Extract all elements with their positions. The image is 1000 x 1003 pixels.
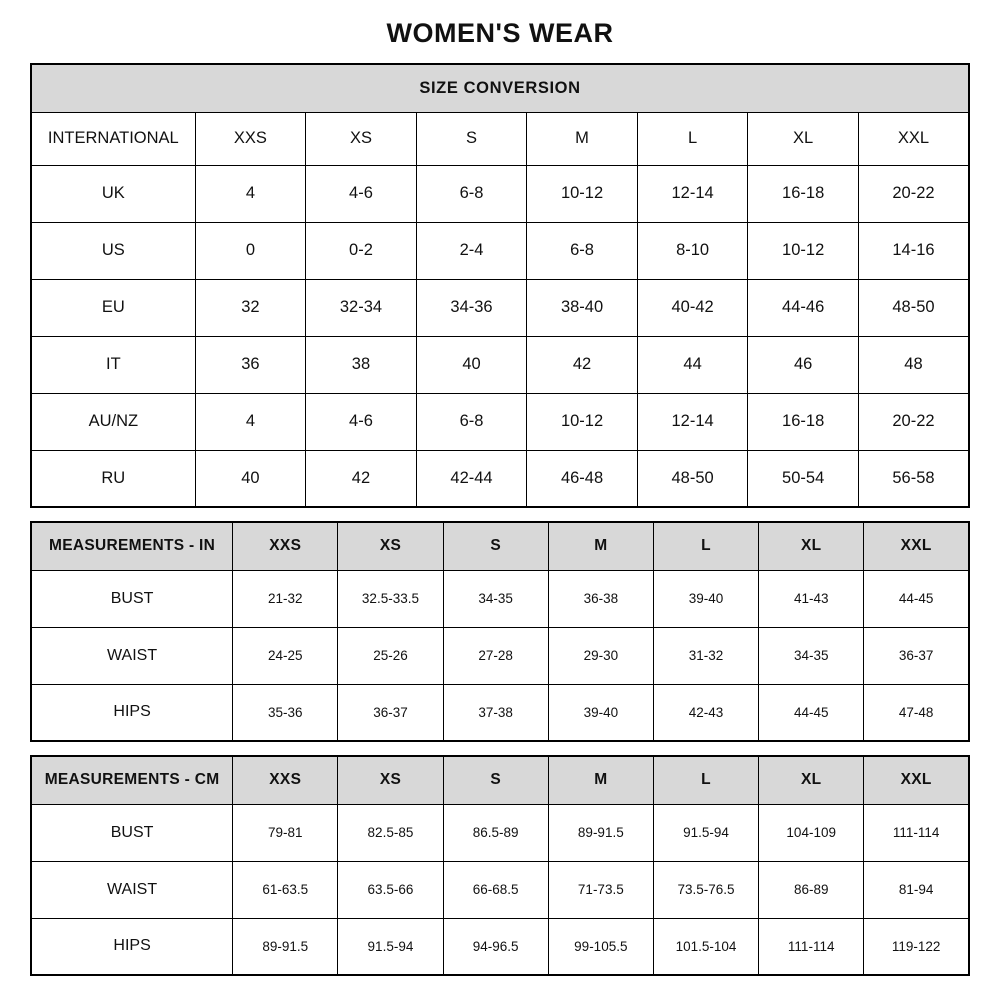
value-cell: 34-35	[443, 570, 548, 627]
value-cell: 34-36	[416, 279, 527, 336]
measurements-cm-table	[30, 755, 970, 976]
value-cell: 99-105.5	[548, 918, 653, 975]
value-cell: 35-36	[233, 684, 338, 741]
row-label-header: MEASUREMENTS - IN	[31, 522, 233, 570]
table-row	[31, 570, 969, 627]
value-cell: 32-34	[306, 279, 417, 336]
value-cell: 47-48	[864, 684, 969, 741]
value-cell: 4-6	[306, 393, 417, 450]
row-label: US	[31, 222, 195, 279]
value-cell: 4	[195, 165, 306, 222]
value-cell: 0-2	[306, 222, 417, 279]
size-column-header: XL	[759, 756, 864, 804]
value-cell: 38	[306, 336, 417, 393]
size-column-header: XXS	[195, 112, 306, 165]
table-row	[31, 450, 969, 507]
value-cell: 0	[195, 222, 306, 279]
value-cell: 56-58	[858, 450, 969, 507]
value-cell: 44	[637, 336, 748, 393]
value-cell: 29-30	[548, 627, 653, 684]
value-cell: 79-81	[233, 804, 338, 861]
size-column-header: XL	[748, 112, 859, 165]
size-column-header: L	[653, 756, 758, 804]
value-cell: 86.5-89	[443, 804, 548, 861]
value-cell: 4-6	[306, 165, 417, 222]
size-column-header: M	[548, 756, 653, 804]
value-cell: 36-37	[864, 627, 969, 684]
value-cell: 42	[306, 450, 417, 507]
value-cell: 119-122	[864, 918, 969, 975]
row-label-header: INTERNATIONAL	[31, 112, 195, 165]
value-cell: 111-114	[759, 918, 864, 975]
size-conversion-banner-row	[31, 64, 969, 112]
size-column-header: XS	[338, 756, 443, 804]
value-cell: 50-54	[748, 450, 859, 507]
value-cell: 101.5-104	[653, 918, 758, 975]
table-row	[31, 627, 969, 684]
size-column-header: XS	[338, 522, 443, 570]
value-cell: 32	[195, 279, 306, 336]
value-cell: 10-12	[527, 393, 638, 450]
row-label: EU	[31, 279, 195, 336]
value-cell: 8-10	[637, 222, 748, 279]
value-cell: 40	[195, 450, 306, 507]
page-title: WOMEN'S WEAR	[386, 18, 614, 48]
size-column-header: XXL	[858, 112, 969, 165]
size-conversion-banner: SIZE CONVERSION	[31, 64, 969, 112]
size-column-header: S	[443, 756, 548, 804]
value-cell: 6-8	[527, 222, 638, 279]
value-cell: 44-46	[748, 279, 859, 336]
table-row	[31, 804, 969, 861]
size-column-header: M	[548, 522, 653, 570]
value-cell: 32.5-33.5	[338, 570, 443, 627]
value-cell: 24-25	[233, 627, 338, 684]
size-column-header: XXS	[233, 756, 338, 804]
value-cell: 37-38	[443, 684, 548, 741]
value-cell: 6-8	[416, 393, 527, 450]
value-cell: 40-42	[637, 279, 748, 336]
value-cell: 46-48	[527, 450, 638, 507]
measurements-in-body	[31, 570, 969, 741]
table-row	[31, 684, 969, 741]
value-cell: 42	[527, 336, 638, 393]
value-cell: 94-96.5	[443, 918, 548, 975]
size-column-header: L	[653, 522, 758, 570]
value-cell: 63.5-66	[338, 861, 443, 918]
table-row	[31, 222, 969, 279]
value-cell: 44-45	[759, 684, 864, 741]
row-label: WAIST	[31, 627, 233, 684]
row-label: AU/NZ	[31, 393, 195, 450]
value-cell: 12-14	[637, 165, 748, 222]
table-row	[31, 279, 969, 336]
value-cell: 14-16	[858, 222, 969, 279]
size-conversion-body	[31, 165, 969, 507]
value-cell: 6-8	[416, 165, 527, 222]
value-cell: 91.5-94	[338, 918, 443, 975]
size-column-header: XL	[759, 522, 864, 570]
value-cell: 66-68.5	[443, 861, 548, 918]
table-row	[31, 165, 969, 222]
value-cell: 104-109	[759, 804, 864, 861]
value-cell: 91.5-94	[653, 804, 758, 861]
size-column-header: XS	[306, 112, 417, 165]
value-cell: 82.5-85	[338, 804, 443, 861]
measurements-in-table	[30, 521, 970, 742]
value-cell: 12-14	[637, 393, 748, 450]
row-label: HIPS	[31, 918, 233, 975]
value-cell: 48-50	[858, 279, 969, 336]
value-cell: 38-40	[527, 279, 638, 336]
row-label: RU	[31, 450, 195, 507]
value-cell: 61-63.5	[233, 861, 338, 918]
value-cell: 25-26	[338, 627, 443, 684]
value-cell: 39-40	[548, 684, 653, 741]
table-row	[31, 918, 969, 975]
size-column-header: S	[443, 522, 548, 570]
table-row	[31, 861, 969, 918]
row-label: IT	[31, 336, 195, 393]
value-cell: 10-12	[527, 165, 638, 222]
value-cell: 86-89	[759, 861, 864, 918]
row-label: UK	[31, 165, 195, 222]
value-cell: 40	[416, 336, 527, 393]
value-cell: 36	[195, 336, 306, 393]
size-column-header: S	[416, 112, 527, 165]
size-column-header: L	[637, 112, 748, 165]
value-cell: 48	[858, 336, 969, 393]
value-cell: 42-44	[416, 450, 527, 507]
value-cell: 89-91.5	[548, 804, 653, 861]
value-cell: 39-40	[653, 570, 758, 627]
value-cell: 48-50	[637, 450, 748, 507]
size-column-header: XXS	[233, 522, 338, 570]
value-cell: 4	[195, 393, 306, 450]
measurements-cm-body	[31, 804, 969, 975]
value-cell: 2-4	[416, 222, 527, 279]
table-row	[31, 393, 969, 450]
size-column-header: XXL	[864, 756, 969, 804]
size-conversion-header-row	[31, 112, 969, 165]
row-label-header: MEASUREMENTS - CM	[31, 756, 233, 804]
row-label: BUST	[31, 804, 233, 861]
value-cell: 71-73.5	[548, 861, 653, 918]
table-row	[31, 336, 969, 393]
size-column-header: XXL	[864, 522, 969, 570]
value-cell: 16-18	[748, 393, 859, 450]
row-label: HIPS	[31, 684, 233, 741]
measurements-cm-header-row	[31, 756, 969, 804]
measurements-in-header-row	[31, 522, 969, 570]
value-cell: 36-37	[338, 684, 443, 741]
value-cell: 31-32	[653, 627, 758, 684]
value-cell: 42-43	[653, 684, 758, 741]
value-cell: 20-22	[858, 393, 969, 450]
value-cell: 73.5-76.5	[653, 861, 758, 918]
value-cell: 21-32	[233, 570, 338, 627]
row-label: BUST	[31, 570, 233, 627]
value-cell: 81-94	[864, 861, 969, 918]
size-column-header: M	[527, 112, 638, 165]
value-cell: 111-114	[864, 804, 969, 861]
value-cell: 44-45	[864, 570, 969, 627]
value-cell: 10-12	[748, 222, 859, 279]
row-label: WAIST	[31, 861, 233, 918]
value-cell: 16-18	[748, 165, 859, 222]
value-cell: 20-22	[858, 165, 969, 222]
value-cell: 27-28	[443, 627, 548, 684]
value-cell: 89-91.5	[233, 918, 338, 975]
size-conversion-table	[30, 63, 970, 508]
value-cell: 41-43	[759, 570, 864, 627]
value-cell: 46	[748, 336, 859, 393]
value-cell: 34-35	[759, 627, 864, 684]
value-cell: 36-38	[548, 570, 653, 627]
